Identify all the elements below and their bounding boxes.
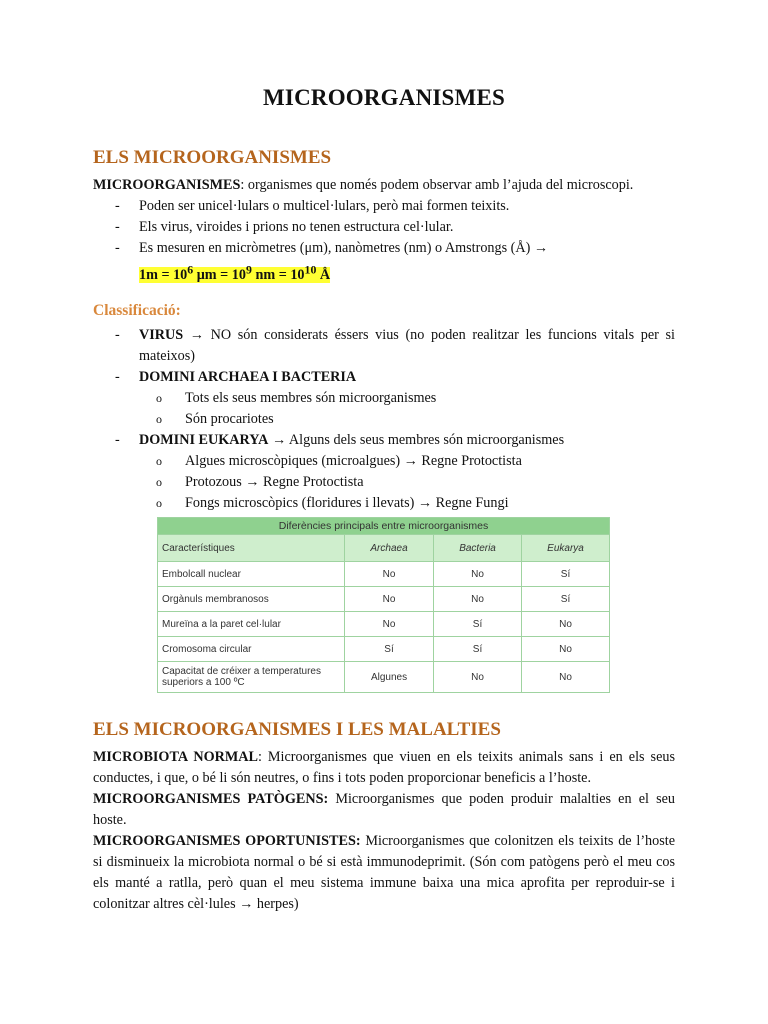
bullet-dash: - — [115, 432, 120, 448]
page-title: MICROORGANISMES — [263, 85, 505, 110]
unit-conversion-formula — [139, 259, 330, 286]
table-header: Bacteria — [434, 535, 522, 562]
list-item: Fongs microscòpics (floridures i llevats) → Regne Fungi — [185, 495, 509, 511]
section-heading-microorganismes: ELS MICROORGANISMES — [93, 147, 332, 168]
definition-line — [93, 175, 633, 196]
bullet-dash: - — [115, 198, 120, 214]
paragraph-microbiota: MICROBIOTA NORMAL: Microorganismes que viuen en els teixits animals sans i en els seus conductes, i que, o bé li són neutres, o fins i tots poden proporcionar beneficis a l’hoste. — [93, 749, 675, 786]
paragraph-oportunistes: MICROORGANISMES OPORTUNISTES: Microorganismes que colonitzen els teixits de l’hoste si disminueix la microbiota normal o bé si està immunodeprimit. (Són com patògens però el meu cos els manté a ratlla, però quan el meu sistema immune baixa una mica aprofita per reproduir-se i colonitzar altres cèl·lules → herpes) — [93, 833, 675, 912]
paragraph-patogens: MICROORGANISMES PATÒGENS: Microorganismes que poden produir malalties en el seu hoste. — [93, 791, 675, 828]
list-item: Els virus, viroides i prions no tenen estructura cel·lular. — [139, 219, 454, 235]
table-header: Archaea — [345, 535, 434, 562]
virus-item: VIRUS → NO són considerats éssers vius (no poden realitzar les funcions vitals per si mateixos) — [139, 327, 675, 364]
eukarya-item: DOMINI EUKARYA → Alguns dels seus membres són microorganismes — [139, 432, 565, 448]
table-row: Embolcall nuclear No No Sí — [158, 562, 610, 587]
virus-term: VIRUS — [139, 327, 184, 343]
list-item: Tots els seus membres són microorganismes — [185, 390, 437, 406]
bullet-circle: o — [156, 475, 162, 489]
classification-heading: Classificació: — [93, 302, 181, 319]
definition-term: MICROORGANISMES — [93, 177, 241, 193]
list-item: Algues microscòpiques (microalgues) → Regne Protoctista — [185, 453, 522, 469]
table-row: Mureïna a la paret cel·lular No Sí No — [158, 612, 610, 637]
definition-text: : organismes que només podem observar amb l’ajuda del microscopi. — [240, 177, 634, 193]
section-heading-malalties: ELS MICROORGANISMES I LES MALALTIES — [93, 719, 501, 740]
table-row: Orgànuls membranosos No No Sí — [158, 587, 610, 612]
bullet-dash: - — [115, 369, 120, 385]
table-row: Capacitat de créixer a temperatures superiors a 100 ºC Algunes No No — [158, 662, 610, 693]
bullet-dash: - — [115, 240, 120, 256]
bullet-circle: o — [156, 496, 162, 510]
bullet-circle: o — [156, 412, 162, 426]
bullet-circle: o — [156, 391, 162, 405]
bullet-circle: o — [156, 454, 162, 468]
table-caption: Diferències principals entre microorganismes — [158, 518, 610, 535]
differences-table — [157, 517, 610, 693]
table-header: Eukarya — [522, 535, 610, 562]
list-item: Poden ser unicel·lulars o multicel·lulars, però mai formen teixits. — [139, 198, 510, 214]
list-item: Són procariotes — [185, 411, 274, 427]
list-item: Protozous → Regne Protoctista — [185, 474, 364, 490]
bullet-dash: - — [115, 219, 120, 235]
list-item: Es mesuren en micròmetres (μm), nanòmetres (nm) o Amstrongs (Å) → — [139, 240, 549, 256]
archaea-bacteria-heading: DOMINI ARCHAEA I BACTERIA — [139, 369, 357, 385]
bullet-dash: - — [115, 327, 120, 343]
highlighted-formula: $1m = 10^6$ $\mu m = 10^9$ nm = $10^{10}$ Å — [139, 262, 331, 283]
table-row: Cromosoma circular Sí Sí No — [158, 637, 610, 662]
table-header: Característiques — [158, 535, 345, 562]
